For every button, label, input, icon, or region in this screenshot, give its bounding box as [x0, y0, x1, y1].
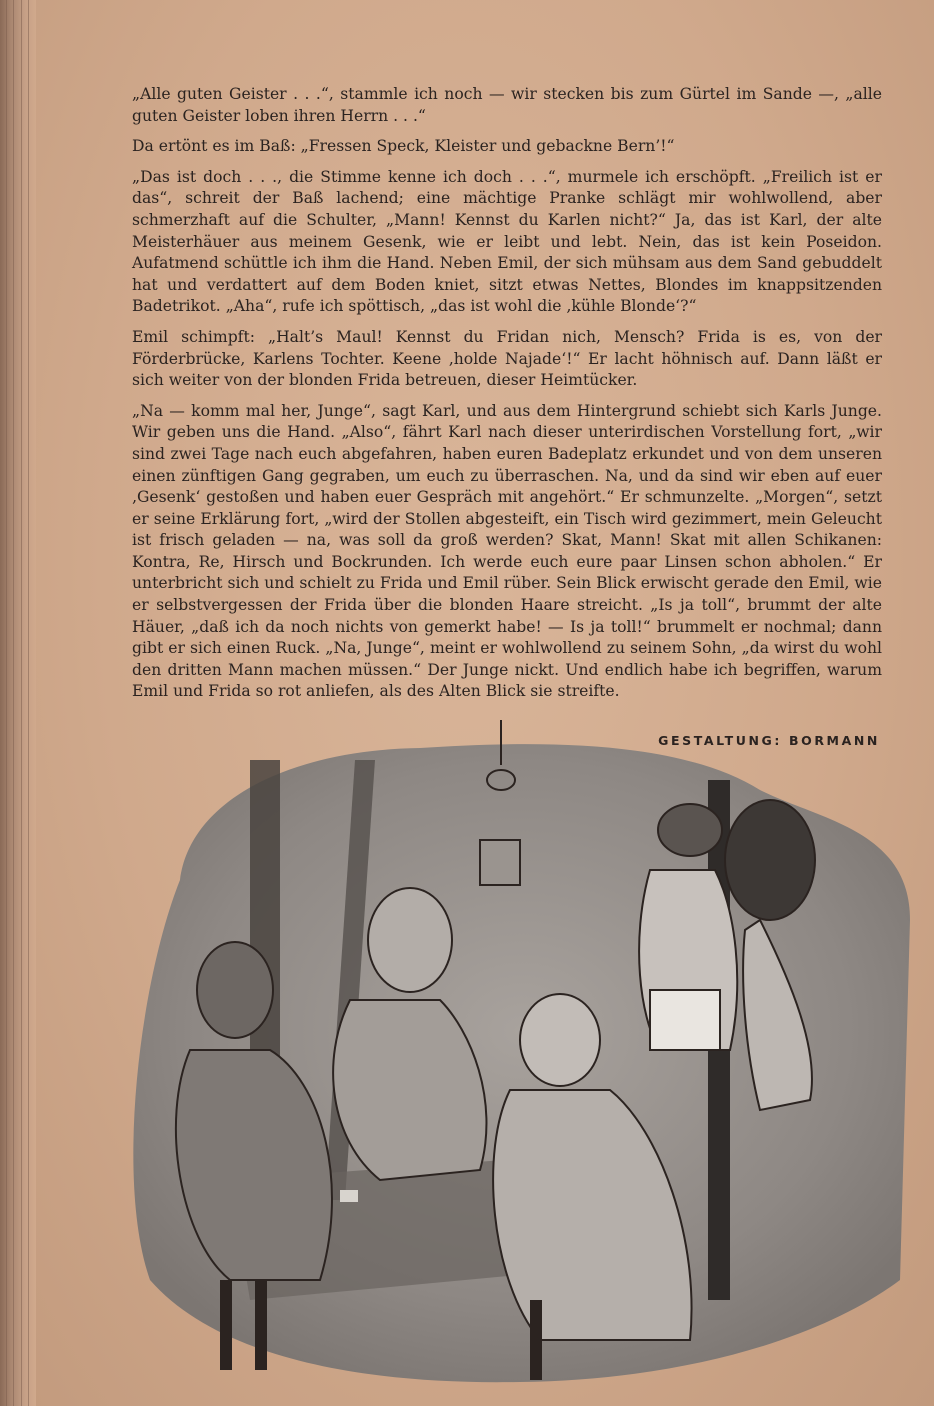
paragraph: „Na — komm mal her, Junge“, sagt Karl, und aus dem Hintergrund schiebt sich Karls Junge. Wir geben uns die Hand. „Also“, fährt Karl nach dieser unterirdischen Vorstellung fort, „wir sind zwei Tage nach euch abgefahren, haben euren Badeplatz erkundet und von dem unseren einen zünftigen Gang gegraben, um euch zu überraschen. Na, und da sind wir eben auf euer ‚Gesenk‘ gestoßen und haben euer Gespräch mit angehört.“ Er schmunzelte. „Morgen“, setzt er seine Erklärung fort, „wird der Stollen abgesteift, ein Tisch wird gezimmert, mein Geleucht ist frisch geladen — na, was soll da groß werden? Skat, Mann! Skat mit allen Schikanen: Kontra, Re, Hirsch und Bockrunden. Ich werde euch eure paar Linsen schon abholen.“ Er unterbricht sich und schielt zu Frida und Emil rüber. Sein Blick erwischt gerade den Emil, wie er selbstvergessen der Frida über die blonden Haare streicht. „Is ja toll“, brummt der alte Häuer, „daß ich da noch nichts von gemerkt habe! — Is ja toll!“ brummelt er nochmal; dann gibt er sich einen Ruck. „Na, Junge“, meint er wohlwollend zu seinem Sohn, „da wirst du wohl den dritten Mann machen müssen.“ Der Junge nickt. Und endlich habe ich begriffen, warum Emil und Frida so rot anliefen, als des Alten Blick sie streifte. — [132, 401, 882, 701]
paragraph: Emil schimpft: „Halt’s Maul! Kennst du Fridan nich, Mensch? Frida is es, von der Förderbrücke, Karlens Tochter. Keene ‚holde Najade‘!“ Er lacht höhnisch auf. Dann läßt er sich weiter von der blonden Frida betreuen, dieser Heimtücker. — [132, 327, 882, 390]
card-game-illustration — [120, 720, 920, 1400]
page-spine-edge — [0, 0, 36, 1406]
illustration-credit: GESTALTUNG: BORMANN — [658, 733, 880, 748]
paragraph: „Alle guten Geister . . .“, stammle ich noch — wir stecken bis zum Gürtel im Sande —, „alle guten Geister loben ihren Herrn . . .“ — [132, 85, 882, 125]
paragraph: Da ertönt es im Baß: „Fressen Speck, Kleister und gebackne Bern’!“ — [132, 137, 675, 156]
playing-card — [340, 1190, 358, 1202]
article-body — [132, 84, 882, 712]
paragraph: „Das ist doch . . ., die Stimme kenne ich doch . . .“, murmele ich erschöpft. „Freilich ist er das“, schreit der Baß lachend; eine mächtige Pranke schlägt mir wohlwollend, aber schmerzhaft auf die Schulter, „Mann! Kennst du Karlen nicht?“ Ja, das ist Karl, der alte Meisterhäuer aus meinem Gesenk, wie er leibt und lebt. Nein, das ist kein Poseidon. Aufatmend schüttle ich ihm die Hand. Neben Emil, der sich mühsam aus dem Sand gebuddelt hat und verdattert auf dem Boden kniet, sitzt etwas Nettes, Blondes im knappsitzenden Badetrikot. „Aha“, rufe ich spöttisch, „das ist wohl die ‚kühle Blonde‘?“ — [132, 167, 882, 316]
